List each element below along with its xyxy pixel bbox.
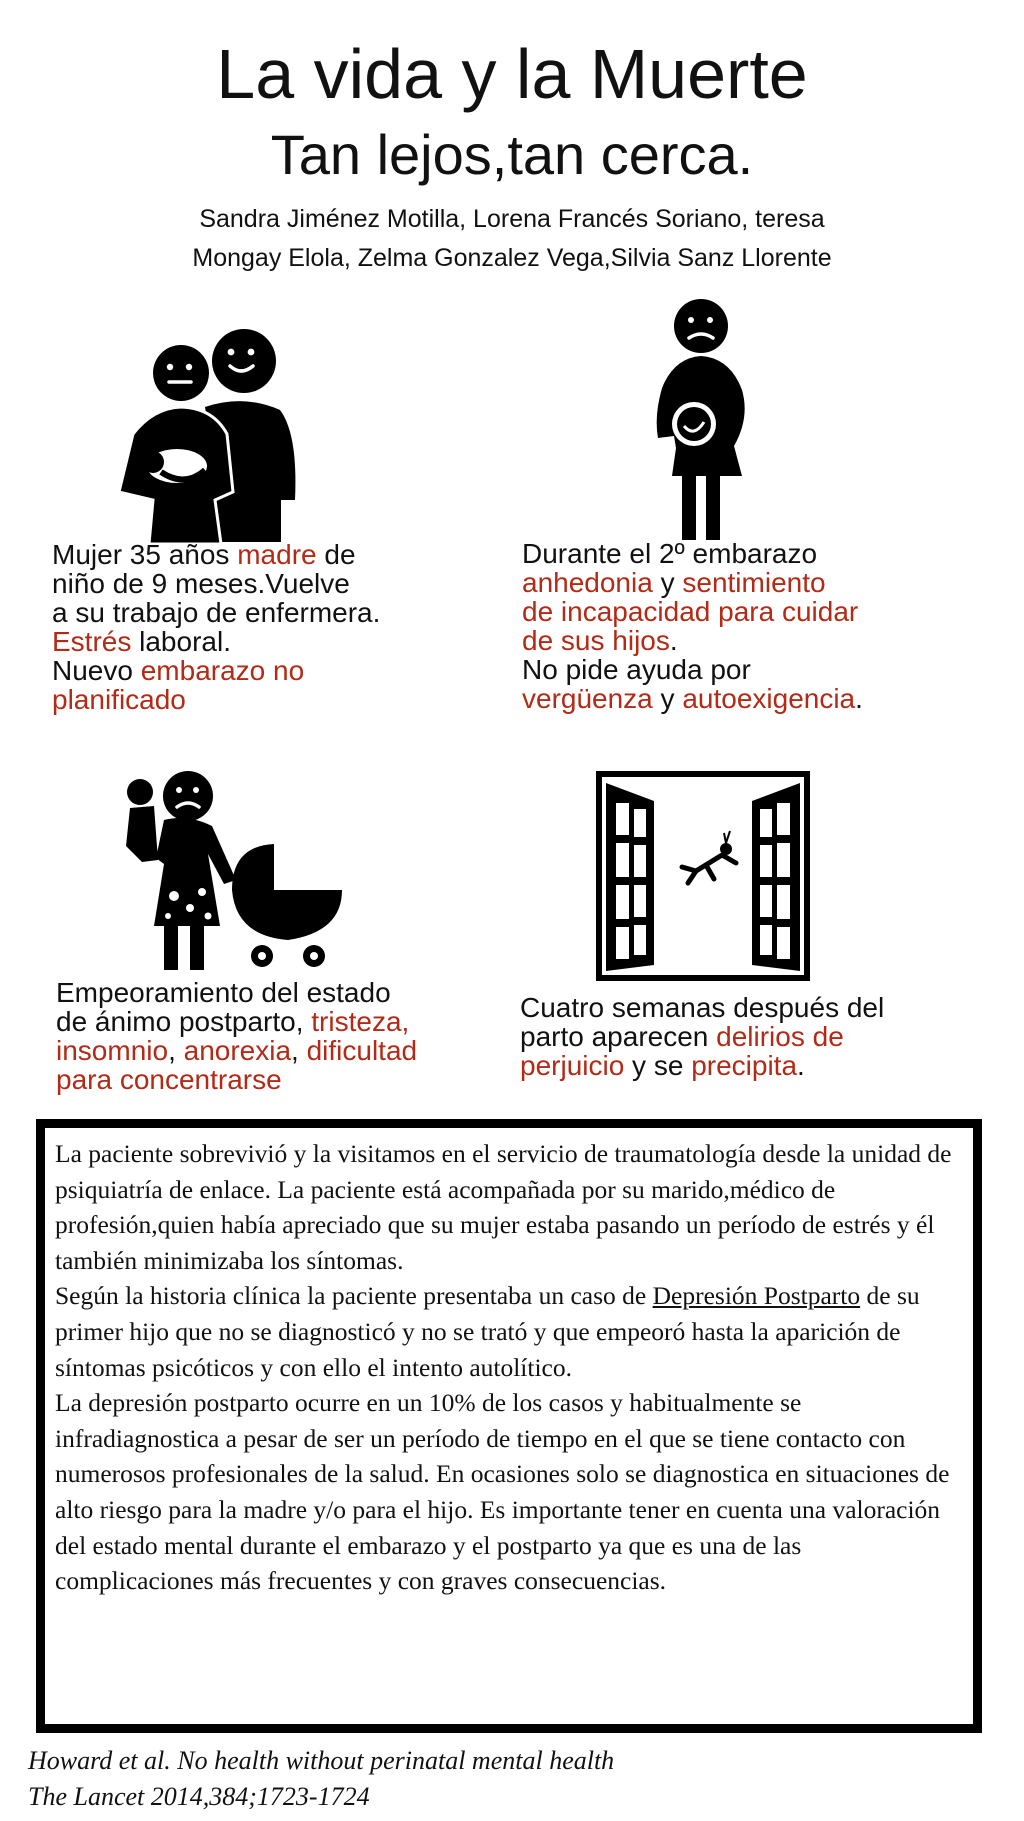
- sad-pregnant-woman-icon: [646, 298, 756, 544]
- caption-text: niño de 9 meses.Vuelve: [52, 568, 350, 599]
- caption-text: de: [316, 539, 356, 570]
- case-paragraph-2-end: de su primer hijo que no se diagnosticó y no se trató y que empeoró hasta la aparición de síntomas psicóticos y con ello el intento autolítico.: [55, 1281, 920, 1382]
- reference-line-2: The Lancet 2014,384;1723-1724: [28, 1782, 370, 1811]
- poster-title: La vida y la Muerte: [216, 35, 808, 113]
- highlighted-text: perjuicio: [520, 1050, 625, 1081]
- highlighted-text: tristeza,: [311, 1006, 410, 1037]
- caption-text: Durante el 2º embarazo: [522, 538, 818, 569]
- reference: [28, 1743, 614, 1815]
- highlighted-text: autoexigencia: [682, 683, 856, 714]
- authors-line-2: Mongay Elola, Zelma Gonzalez Vega,Silvia Sanz Llorente: [192, 244, 832, 272]
- highlighted-text: anhedonia: [522, 567, 653, 598]
- caption-text: laboral.: [131, 626, 231, 657]
- highlighted-text: de sus hijos: [522, 625, 670, 656]
- caption-text: y: [652, 683, 683, 714]
- highlighted-text: dificultad: [306, 1035, 418, 1066]
- reference-line-1: Howard et al. No health without perinatal mental health: [28, 1746, 615, 1775]
- caption-text: .: [669, 625, 678, 656]
- caption-text: y: [652, 567, 683, 598]
- case-paragraph-2: [55, 1278, 965, 1385]
- highlighted-text: sentimiento: [682, 567, 826, 598]
- caption-text: .: [855, 683, 863, 714]
- caption-text: No pide ayuda por: [522, 654, 751, 685]
- caption-text: Cuatro semanas después del: [520, 992, 885, 1023]
- highlighted-text: vergüenza: [522, 683, 653, 714]
- caption-text: de ánimo postparto,: [56, 1006, 312, 1037]
- highlighted-text: de incapacidad para cuidar: [522, 596, 859, 627]
- caption-text: y se: [624, 1050, 692, 1081]
- panel-1-caption: [52, 540, 380, 714]
- highlighted-text: anorexia: [183, 1035, 292, 1066]
- highlighted-text: precipita: [691, 1050, 798, 1081]
- caption-text: parto aparecen: [520, 1021, 717, 1052]
- panel-2-caption: [522, 539, 863, 713]
- panel-4-caption: [520, 993, 884, 1080]
- poster-subtitle: Tan lejos,tan cerca.: [270, 123, 754, 186]
- person-falling-from-window-icon: [596, 771, 810, 981]
- caption-text: .: [797, 1050, 805, 1081]
- authors-line-1: Sandra Jiménez Motilla, Lorena Francés Soriano, teresa: [199, 205, 825, 233]
- caption-text: Mujer 35 años: [52, 539, 238, 570]
- highlighted-text: para concentrarse: [56, 1064, 282, 1095]
- case-paragraph-2-start: Según la historia clínica la paciente presentaba un caso de: [55, 1281, 653, 1311]
- panel-3-caption: [56, 978, 417, 1094]
- highlighted-text: Estrés: [52, 626, 132, 657]
- highlighted-text: delirios de: [716, 1021, 844, 1052]
- case-paragraph-1: La paciente sobrevivió y la visitamos en el servicio de traumatología desde la unidad de psiquiatría de enlace. La paciente está acompañada por su marido,médico de profesión,quien había apreciado que su mujer estaba pasando un período de estrés y él también minimizaba los síntomas.: [55, 1139, 952, 1275]
- depresion-postparto-term: Depresión Postparto: [652, 1281, 861, 1311]
- sad-mother-with-stroller-icon: [124, 770, 350, 975]
- highlighted-text: planificado: [52, 684, 186, 715]
- caption-text: Empeoramiento del estado: [56, 977, 391, 1008]
- caption-text: ,: [291, 1035, 307, 1066]
- highlighted-text: madre: [237, 539, 317, 570]
- couple-with-baby-icon: [105, 322, 305, 544]
- case-paragraph-3: La depresión postparto ocurre en un 10% de los casos y habitualmente se infradiagnostica a pesar de ser un período de tiempo en el que se tiene contacto con numerosos profesionales de la salud. En ocasiones solo se diagnostica en situaciones de alto riesgo para la madre y/o para el hijo. Es importante tener en cuenta una valoración del estado mental durante el embarazo y el postparto ya que es una de las complicaciones más frecuentes y con graves consecuencias.: [55, 1388, 950, 1596]
- caption-text: a su trabajo de enfermera.: [52, 597, 381, 628]
- caption-text: ,: [168, 1035, 184, 1066]
- caption-text: Nuevo: [52, 655, 141, 686]
- case-description-box: [36, 1119, 982, 1733]
- highlighted-text: embarazo no: [140, 655, 305, 686]
- authors: [0, 200, 1024, 278]
- highlighted-text: insomnio: [56, 1035, 169, 1066]
